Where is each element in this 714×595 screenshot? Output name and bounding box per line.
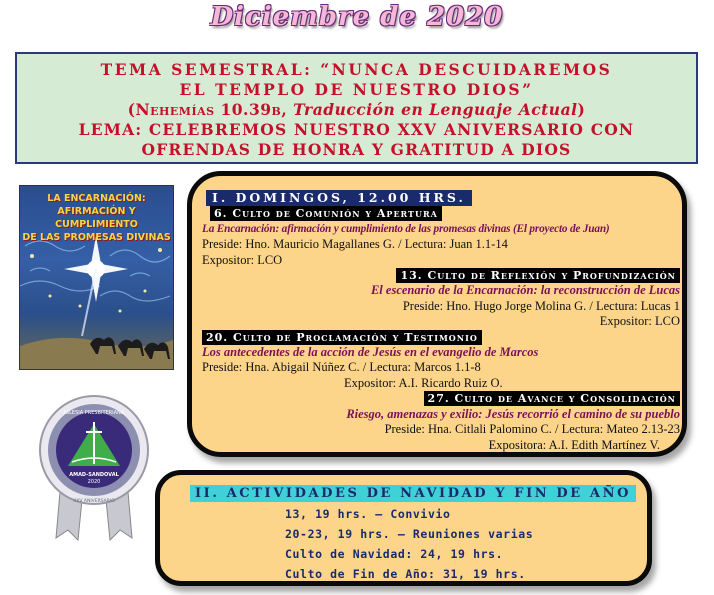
theme-line-3-prefix: (Nehemías 10.39b, xyxy=(127,100,294,119)
badge-ribbon-text: XXV ANIVERSARIO xyxy=(73,499,115,504)
service-3-preside: Preside: Hna. Abigail Núñez C. / Lectura: Marcos 1.1-8 xyxy=(202,360,481,375)
service-4-preside: Preside: Hna. Citlali Palomino C. / Lectura: Mateo 2.13-23 xyxy=(384,422,680,437)
theme-line-2: EL TEMPLO DE NUESTRO DIOS” xyxy=(179,80,534,99)
service-1-title: 6. Culto de Comunión y Apertura xyxy=(210,206,442,221)
theme-line-1: TEMA SEMESTRAL: “NUNCA DESCUIDAREMOS xyxy=(100,60,613,79)
activity-item-2: 20-23, 19 hrs. – Reuniones varias xyxy=(285,527,534,541)
theme-line-5: OFRENDAS DE HONRA Y GRATITUD A DIOS xyxy=(141,140,572,159)
service-4-subtitle: Riesgo, amenazas y exilio: Jesús recorrió el camino de su pueblo xyxy=(346,406,680,421)
service-2-speaker: Expositor: LCO xyxy=(599,314,680,329)
service-2-title: 13. Culto de Reflexión y Profundización xyxy=(396,268,680,283)
service-2-preside: Preside: Hno. Hugo Jorge Molina G. / Lectura: Lucas 1 xyxy=(402,298,680,313)
theme-line-3 xyxy=(17,100,696,120)
activity-item-1: 13, 19 hrs. – Convivio xyxy=(285,507,451,521)
activity-item-3: Culto de Navidad: 24, 19 hrs. xyxy=(285,547,504,561)
theme-line-3-suffix: ) xyxy=(577,100,586,119)
service-4-title: 27. Culto de Avance y Consolidación xyxy=(424,391,680,406)
service-1-speaker: Expositor: LCO xyxy=(202,252,283,267)
theme-line-3-italic: Traducción en Lenguaje Actual xyxy=(293,100,578,119)
poster-caption xyxy=(20,192,173,244)
service-3-speaker: Expositor: A.I. Ricardo Ruiz O. xyxy=(344,375,503,390)
badge-bottom-text: AMAD-SANDOVAL xyxy=(69,472,119,478)
nativity-poster xyxy=(19,185,174,370)
poster-caption-line-1: LA ENCARNACIÓN: xyxy=(47,193,146,204)
activities-panel xyxy=(155,470,652,586)
page-title: Diciembre de 2020 xyxy=(210,2,504,32)
service-2-subtitle: El escenario de la Encarnación: la reconstrucción de Lucas xyxy=(370,283,680,298)
sundays-heading: I. DOMINGOS, 12.00 HRS. xyxy=(206,190,472,206)
poster-caption-line-2: AFIRMACIÓN Y CUMPLIMIENTO xyxy=(55,206,138,230)
service-3-title: 20. Culto de Proclamación y Testimonio xyxy=(202,330,482,345)
sundays-panel xyxy=(187,171,687,457)
service-4-speaker: Expositora: A.I. Edith Martínez V. xyxy=(488,437,660,452)
anniversary-badge xyxy=(38,392,150,542)
service-1-preside: Preside: Hno. Mauricio Magallanes G. / Lectura: Juan 1.1-14 xyxy=(202,237,508,252)
theme-line-4: LEMA: CELEBREMOS NUESTRO XXV ANIVERSARIO CON xyxy=(78,120,635,139)
service-3-subtitle: Los antecedentes de la acción de Jesús en el evangelio de Marcos xyxy=(202,345,539,360)
badge-year: 2020 xyxy=(87,479,101,485)
service-1-subtitle: La Encarnación: afirmación y cumplimiento de las promesas divinas (El proyecto de Juan) xyxy=(202,222,610,235)
theme-box xyxy=(15,52,698,164)
activities-heading: II. ACTIVIDADES DE NAVIDAD Y FIN DE AÑO xyxy=(190,485,636,502)
activity-item-4: Culto de Fin de Año: 31, 19 hrs. xyxy=(285,567,526,581)
badge-top-text: IGLESIA PRESBITERIANA xyxy=(63,410,125,416)
poster-caption-line-3: DE LAS PROMESAS DIVINAS xyxy=(22,232,171,243)
